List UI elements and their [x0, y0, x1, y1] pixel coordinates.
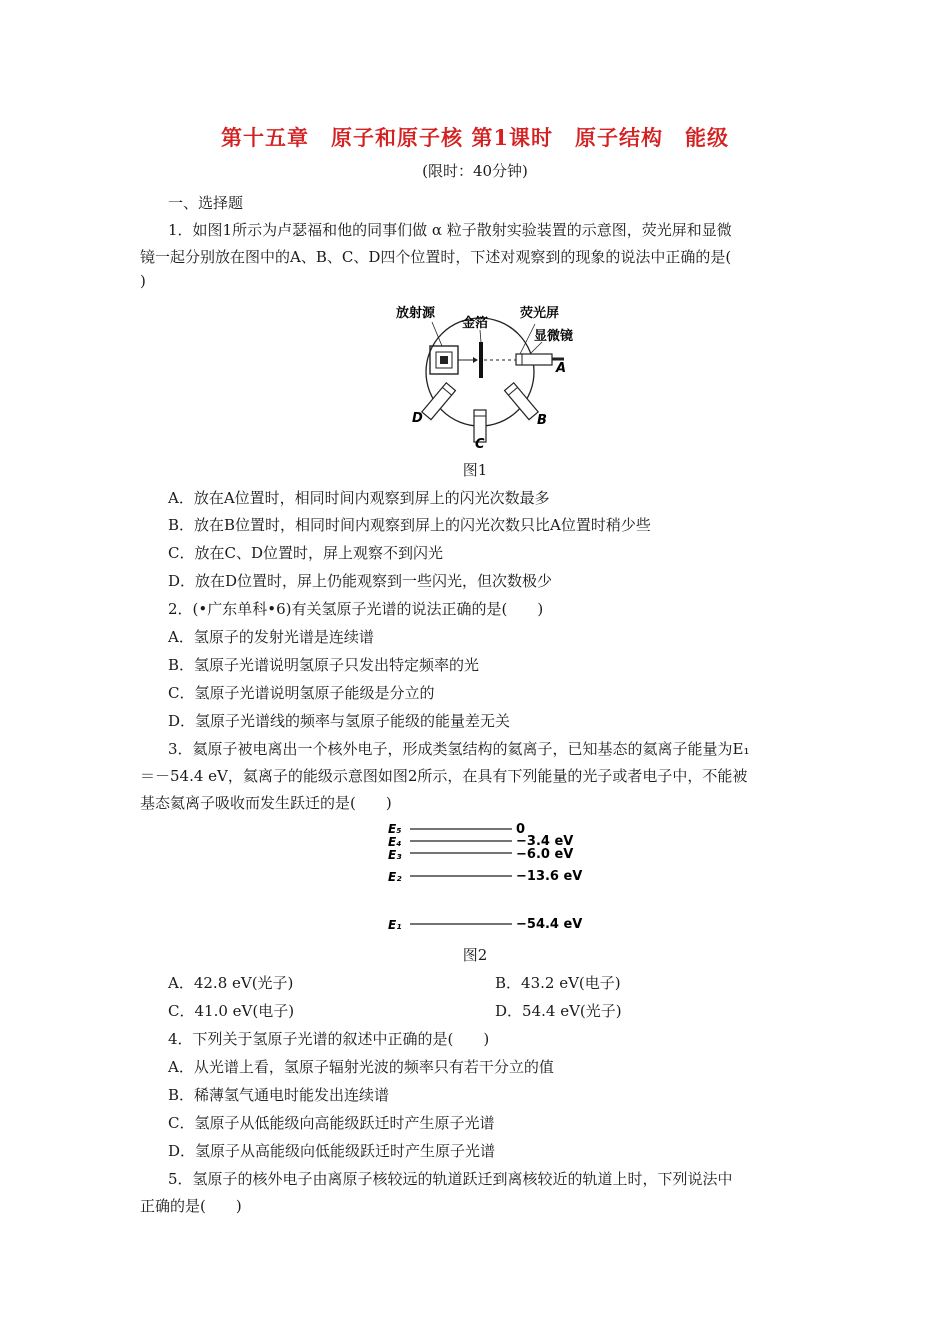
- time-limit: (限时：40分钟): [422, 162, 528, 180]
- level-name-e3: E₃: [388, 848, 402, 862]
- label-C: C: [475, 437, 485, 452]
- q2-option-a: A．氢原子的发射光谱是连续谱: [168, 628, 374, 646]
- q3-option-b: B．43.2 eV(电子): [495, 974, 621, 992]
- q1-option-d: D．放在D位置时，屏上仍能观察到一些闪光，但次数极少: [168, 572, 553, 590]
- label-foil: 金箔: [462, 316, 489, 331]
- q1-stem-line2: 镜一起分别放在图中的A、B、C、D四个位置时，下述对观察到的现象的说法中正确的是(: [140, 248, 732, 266]
- microscope-B: [505, 383, 539, 420]
- q5-stem-line2: 正确的是( ): [140, 1197, 242, 1215]
- q4-option-c: C．氢原子从低能级向高能级跃迁时产生原子光谱: [168, 1114, 495, 1132]
- q1-option-c: C．放在C、D位置时，屏上观察不到闪光: [168, 544, 443, 562]
- foil-leader: [480, 330, 481, 342]
- q4-option-a: A．从光谱上看，氢原子辐射光波的频率只有若干分立的值: [168, 1058, 554, 1076]
- q4-option-b: B．稀薄氢气通电时能发出连续谱: [168, 1086, 390, 1104]
- level-value-e1: −54.4 eV: [516, 917, 583, 932]
- q5-stem-line1: 5．氢原子的核外电子由离原子核较远的轨道跃迁到离核较近的轨道上时，下列说法中: [168, 1170, 733, 1188]
- level-value-e3: −6.0 eV: [516, 847, 574, 862]
- level-value-e4: −3.4 eV: [516, 834, 574, 849]
- level-name-e5: E₅: [388, 822, 402, 836]
- microscope-A: [516, 354, 552, 365]
- figure-2-caption: 图2: [462, 946, 488, 964]
- q2-option-b: B．氢原子光谱说明氢原子只发出特定频率的光: [168, 656, 480, 674]
- label-screen: 荧光屏: [520, 306, 560, 321]
- q3-stem-line3: 基态氦离子吸收而发生跃迁的是( ): [140, 794, 392, 812]
- figure-1-caption: 图1: [462, 461, 488, 479]
- level-name-e4: E₄: [388, 835, 402, 849]
- label-D: D: [412, 411, 423, 426]
- q2-option-d: D．氢原子光谱线的频率与氢原子能级的能量差无关: [168, 712, 511, 730]
- page-title: 第十五章 原子和原子核 第1课时 原子结构 能级: [221, 125, 729, 150]
- microscope-D: [422, 383, 456, 420]
- figure-1-scattering-apparatus: [380, 300, 590, 455]
- q1-option-b: B．放在B位置时，相同时间内观察到屏上的闪光次数只比A位置时稍少些: [168, 516, 651, 534]
- arrowhead: [473, 357, 478, 363]
- level-name-e1: E₁: [388, 918, 402, 932]
- q2-stem: 2．(•广东单科•6)有关氢原子光谱的说法正确的是( ): [168, 600, 544, 618]
- source-leader: [432, 322, 442, 346]
- level-value-e2: −13.6 eV: [516, 869, 583, 884]
- q1-stem-line3: ): [140, 272, 146, 290]
- q3-stem-line1: 3．氦原子被电离出一个核外电子，形成类氢结构的氦离子，已知基态的氦离子能量为E₁: [168, 740, 750, 758]
- label-A: A: [556, 361, 567, 376]
- source-core: [440, 356, 448, 364]
- level-name-e2: E₂: [388, 870, 402, 884]
- q4-option-d: D．氢原子从高能级向低能级跃迁时产生原子光谱: [168, 1142, 496, 1160]
- q1-option-a: A．放在A位置时，相同时间内观察到屏上的闪光次数最多: [168, 489, 550, 507]
- q3-option-c: C．41.0 eV(电子): [168, 1002, 295, 1020]
- q1-stem-line1: 1．如图1所示为卢瑟福和他的同事们做 α 粒子散射实验装置的示意图，荧光屏和显微: [168, 221, 732, 239]
- figure-2-energy-levels: [380, 820, 600, 938]
- gold-foil: [479, 342, 483, 378]
- q3-option-a: A．42.8 eV(光子): [168, 974, 294, 992]
- label-B: B: [537, 413, 547, 428]
- section-heading: 一、选择题: [168, 194, 244, 212]
- q3-option-d: D．54.4 eV(光子): [495, 1002, 622, 1020]
- q3-stem-line2: ＝－54.4 eV，氦离子的能级示意图如图2所示，在具有下列能量的光子或者电子中，不能被: [140, 767, 748, 785]
- q4-stem: 4．下列关于氢原子光谱的叙述中正确的是( ): [168, 1030, 490, 1048]
- level-value-e5: 0: [516, 822, 526, 837]
- label-source: 放射源: [396, 306, 436, 321]
- label-microscope: 显微镜: [534, 329, 574, 344]
- q2-option-c: C．氢原子光谱说明氢原子能级是分立的: [168, 684, 435, 702]
